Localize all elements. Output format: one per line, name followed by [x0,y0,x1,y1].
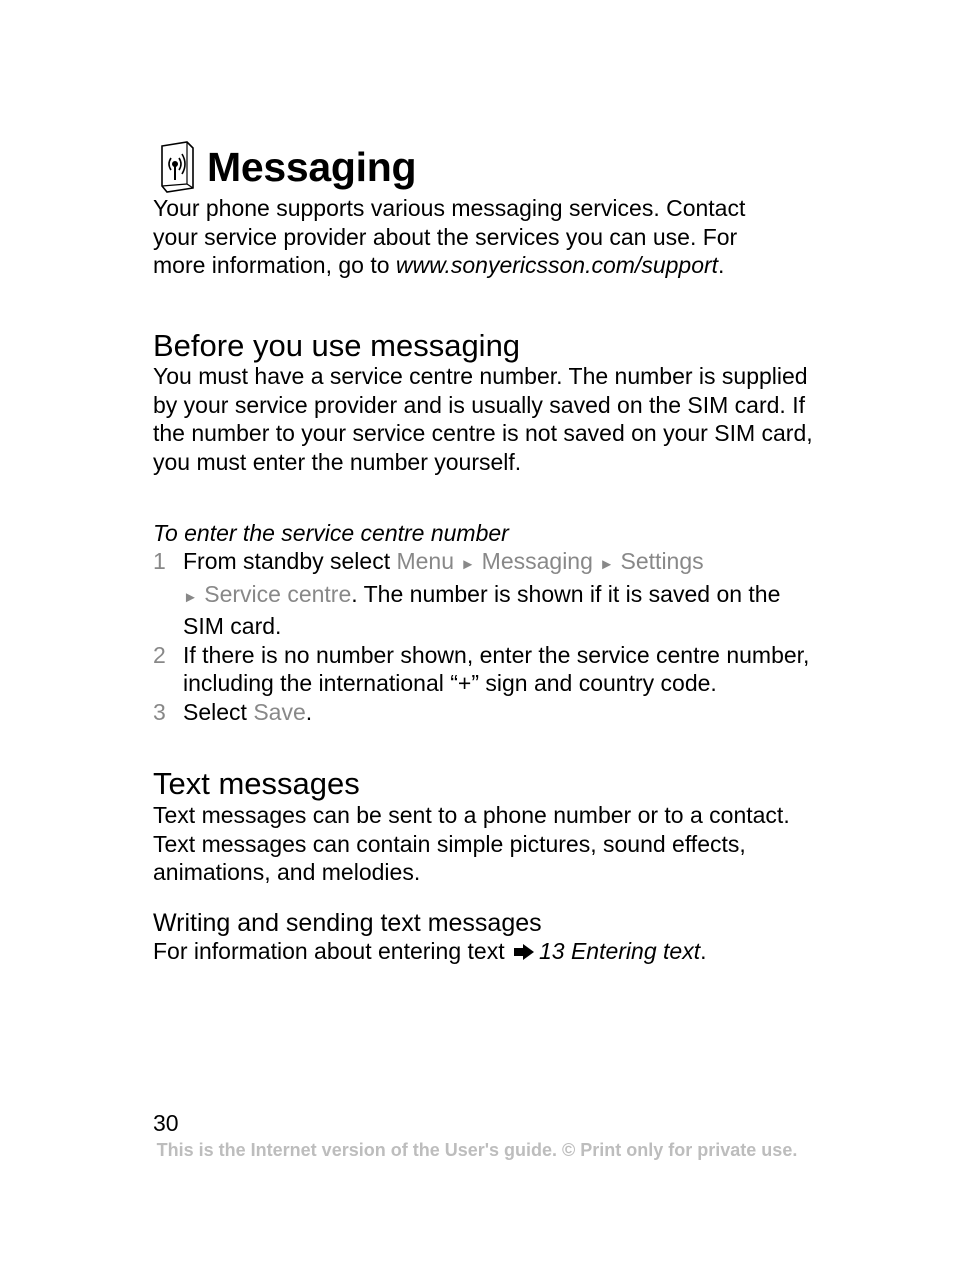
step-number: 3 [153,698,166,725]
heading-text-messages: Text messages [153,766,360,801]
menu-arrow-icon: ► [460,556,476,573]
writing-end: . [700,938,707,964]
intro-text: Your phone supports various messaging services. Contact your service provider about the services you can use. For more information, go to [153,195,746,278]
step-text [183,698,813,727]
page-number: 30 [153,1110,179,1136]
procedure-steps [153,547,813,726]
page-title: Messaging [207,143,417,190]
menu-arrow-icon: ► [599,556,615,573]
menu-item-settings: Settings [620,548,704,574]
step-text-part: From standby select [183,548,397,574]
title-block [157,140,416,194]
writing-paragraph [153,937,853,966]
step-3 [153,698,813,727]
intro-end: . [718,252,725,278]
step-1 [153,547,813,641]
menu-item-save: Save [253,698,306,725]
phone-signal-icon [157,140,197,194]
step-number: 1 [153,548,166,574]
step-text-part: . [305,698,313,725]
heading-writing-sending: Writing and sending text messages [153,909,542,937]
support-url: www.sonyericsson.com/support [395,252,719,278]
heading-before-messaging: Before you use messaging [153,328,521,363]
cross-reference-link[interactable]: 13 Entering text [538,938,701,964]
footer-notice: This is the Internet version of the User's guide. © Print only for private use. [156,1140,798,1160]
before-paragraph: You must have a service centre number. The number is supplied by your service provider and is usually saved on the SIM card. If the number to your service centre is not saved on your SIM card, you must enter the number yourself. [153,363,813,475]
step-text-part: Select [183,698,254,725]
arrow-right-icon [513,939,535,957]
step-number: 2 [153,641,166,668]
intro-paragraph [153,194,773,280]
menu-arrow-icon: ► [183,588,198,606]
step-2 [153,641,813,698]
menu-item-service-centre: Service centre [204,580,352,607]
menu-item-menu: Menu [396,548,455,574]
step-text [183,547,813,641]
menu-item-messaging: Messaging [481,548,593,574]
writing-text: For information about entering text [153,938,511,964]
step-text-part: . The number is shown if it is saved on the SIM card. [183,580,781,639]
procedure-title: To enter the service centre number [153,520,509,546]
text-messages-paragraph: Text messages can be sent to a phone number or to a contact. Text messages can contain simple pictures, sound effects, animations, and melodies. [153,802,790,885]
step-text: If there is no number shown, enter the service centre number, including the international “+” sign and country code. [183,641,810,696]
